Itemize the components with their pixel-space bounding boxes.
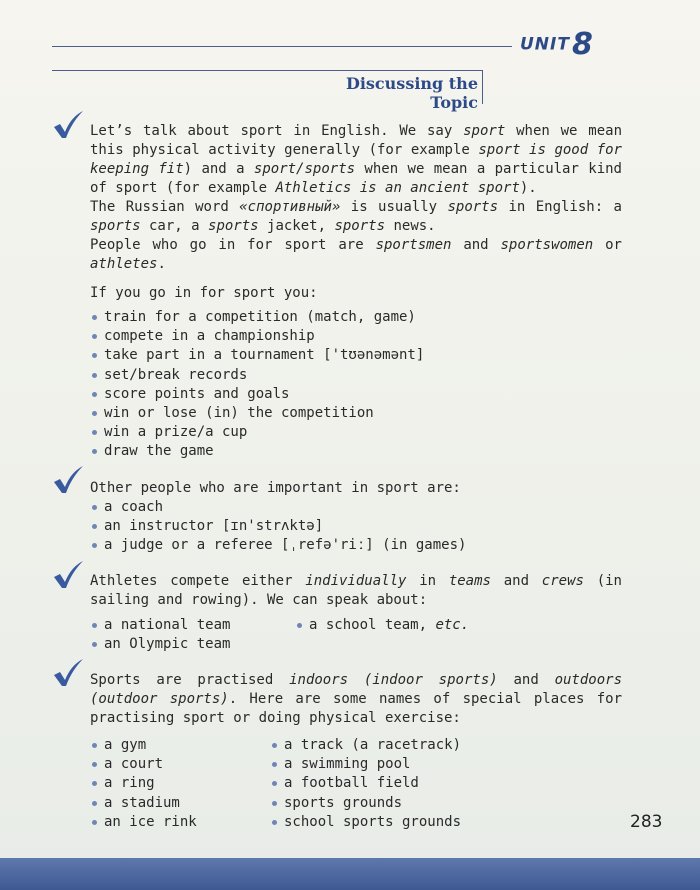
paragraph-sports-practised: Sports are practised indoors (indoor sports) and outdoors (outdoor sports). Here are some names of special places for practising sport or doing physical exercise: (90, 672, 623, 726)
header-rule (52, 46, 512, 47)
unit-number: 8 (571, 27, 594, 62)
paragraph-athletes-compete: Athletes compete either individually in teams and crews (in sailing and rowing). We can speak about: (90, 573, 622, 608)
unit-badge (520, 27, 594, 62)
list-item: a court (90, 755, 197, 774)
paragraph-sport-meaning: Let’s talk about sport in English. We say sport when we mean this physical activity generally (for example sport is good for keeping fit) and a sport/sports when we mean a particular kind of sport (for example Athletics is an ancient sport). (90, 123, 622, 196)
paragraph-other-people: Other people who are important in sport are: (90, 480, 461, 496)
list-item: take part in a tournament ['tʊənəmənt] (90, 346, 424, 365)
paragraph-sportsmen: People who go in for sport are sportsmen and sportswomen or athletes. (90, 237, 622, 272)
checkmark-icon (52, 658, 84, 688)
list-item: a football field (270, 774, 461, 793)
places-list-right (270, 736, 461, 832)
list-item: an ice rink (90, 813, 197, 832)
list-item: train for a competition (match, game) (90, 308, 424, 327)
paragraph-if-you-go: If you go in for sport you: (90, 285, 318, 301)
checkmark-icon (52, 465, 84, 495)
list-item: a stadium (90, 794, 197, 813)
section-rule (52, 70, 483, 71)
list-item: a national team (90, 616, 230, 635)
teams-list-left (90, 616, 230, 654)
list-item: a gym (90, 736, 197, 755)
checkmark-icon (52, 110, 84, 140)
places-list-left (90, 736, 197, 832)
list-item: score points and goals (90, 385, 424, 404)
checkmark-icon (52, 560, 84, 590)
people-list (90, 498, 466, 556)
list-item: a coach (90, 498, 466, 517)
list-item: win or lose (in) the competition (90, 404, 424, 423)
page-number: 283 (630, 812, 663, 832)
list-item: sports grounds (270, 794, 461, 813)
list-item: an instructor [ɪn'strʌktə] (90, 517, 466, 536)
unit-label: UNIT (520, 34, 570, 55)
bottom-band (0, 858, 700, 890)
teams-list-right (295, 616, 469, 635)
intro-block (90, 122, 622, 274)
list-item: a school team, etc. (295, 616, 469, 635)
paragraph-russian-word: The Russian word «спортивный» is usually sports in English: a sports car, a sports jacket, sports news. (90, 199, 622, 234)
section-rule-tick (482, 70, 483, 104)
list-item: compete in a championship (90, 327, 424, 346)
list-item: school sports grounds (270, 813, 461, 832)
list-item: a swimming pool (270, 755, 461, 774)
list-item: a track (a racetrack) (270, 736, 461, 755)
list-item: an Olympic team (90, 635, 230, 654)
list-item: a ring (90, 774, 197, 793)
list-item: draw the game (90, 442, 424, 461)
list-item: a judge or a referee [ˌrefə'riː] (in games) (90, 536, 466, 555)
activities-list (90, 308, 424, 462)
list-item: win a prize/a cup (90, 423, 424, 442)
list-item: set/break records (90, 366, 424, 385)
section-title: Discussing the Topic (345, 74, 478, 112)
